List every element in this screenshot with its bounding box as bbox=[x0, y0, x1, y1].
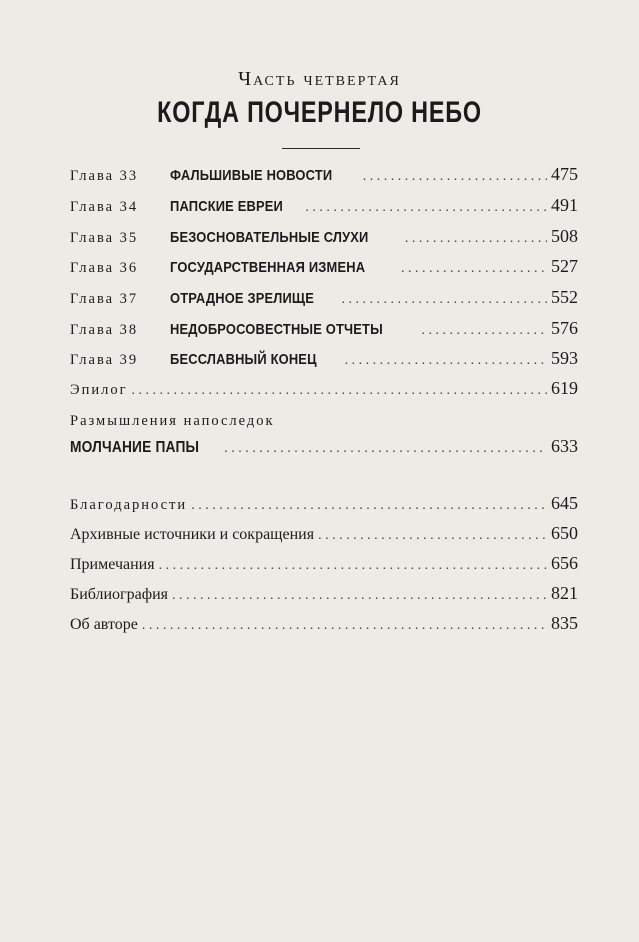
toc-entry-chapter-35[interactable] bbox=[70, 226, 578, 252]
chapter-title: ОТРАДНОЕ ЗРЕЛИЩЕ bbox=[170, 290, 315, 307]
toc-entry-about-author[interactable] bbox=[70, 613, 578, 639]
toc-entry-acknowledgements[interactable] bbox=[70, 493, 578, 519]
chapter-title: ПАПСКИЕ ЕВРЕИ bbox=[170, 198, 283, 215]
chapter-label: Глава 34 bbox=[70, 199, 139, 215]
toc-entry-chapter-36[interactable] bbox=[70, 256, 578, 282]
page-number: 645 bbox=[551, 493, 578, 513]
page-number: 593 bbox=[551, 348, 578, 368]
reflections-heading: Размышления напоследок bbox=[70, 413, 275, 429]
chapter-label: Глава 35 bbox=[70, 230, 139, 246]
back-matter-label: Примечания bbox=[70, 556, 155, 573]
page-number: 650 bbox=[551, 523, 578, 543]
toc-entry-notes[interactable] bbox=[70, 553, 578, 579]
part-title: КОГДА ПОЧЕРНЕЛО НЕБО bbox=[157, 96, 482, 129]
dot-leader bbox=[191, 498, 547, 514]
toc-entry-chapter-39[interactable] bbox=[70, 348, 578, 374]
dot-leader bbox=[159, 558, 547, 574]
dot-leader bbox=[172, 588, 547, 604]
chapter-title: ФАЛЬШИВЫЕ НОВОСТИ bbox=[170, 167, 333, 184]
title-divider bbox=[282, 148, 360, 149]
chapter-title: БЕЗОСНОВАТЕЛЬНЫЕ СЛУХИ bbox=[170, 229, 369, 246]
chapter-title: БЕССЛАВНЫЙ КОНЕЦ bbox=[170, 351, 317, 368]
dot-leader bbox=[422, 323, 547, 339]
toc-entry-chapter-38[interactable] bbox=[70, 318, 578, 344]
page-number: 835 bbox=[551, 613, 578, 633]
toc-entry-chapter-33[interactable] bbox=[70, 164, 578, 190]
back-matter-label: Архивные источники и сокращения bbox=[70, 526, 315, 543]
chapter-title: НЕДОБРОСОВЕСТНЫЕ ОТЧЕТЫ bbox=[170, 321, 383, 338]
back-matter-label: Об авторе bbox=[70, 616, 138, 633]
dot-leader bbox=[318, 528, 547, 544]
toc-entry-chapter-34[interactable] bbox=[70, 195, 578, 221]
chapter-label: Глава 33 bbox=[70, 168, 139, 184]
epilogue-label: Эпилог bbox=[70, 382, 128, 398]
dot-leader bbox=[132, 383, 547, 399]
chapter-title: ГОСУДАРСТВЕННАЯ ИЗМЕНА bbox=[170, 259, 366, 276]
dot-leader bbox=[345, 353, 547, 369]
chapter-label: Глава 39 bbox=[70, 352, 139, 368]
dot-leader bbox=[341, 292, 547, 308]
toc-entry-archives[interactable] bbox=[70, 523, 578, 549]
back-matter-label: Благодарности bbox=[70, 497, 188, 513]
chapter-label: Глава 38 bbox=[70, 322, 139, 338]
page-number: 821 bbox=[551, 583, 578, 603]
dot-leader bbox=[142, 618, 547, 634]
toc-entry-epilogue[interactable] bbox=[70, 378, 578, 404]
page-number: 656 bbox=[551, 553, 578, 573]
page-number: 552 bbox=[551, 287, 578, 307]
dot-leader bbox=[305, 200, 547, 216]
page-number: 491 bbox=[551, 195, 578, 215]
dot-leader bbox=[224, 441, 547, 457]
page-number: 633 bbox=[551, 436, 578, 456]
page-number: 508 bbox=[551, 226, 578, 246]
dot-leader bbox=[363, 169, 547, 185]
part-label: Часть четвертая bbox=[238, 68, 401, 90]
toc-entry-chapter-37[interactable] bbox=[70, 287, 578, 313]
chapter-label: Глава 36 bbox=[70, 260, 139, 276]
toc-entry-bibliography[interactable] bbox=[70, 583, 578, 609]
page-number: 475 bbox=[551, 164, 578, 184]
dot-leader bbox=[401, 261, 547, 277]
toc-entry-reflections[interactable] bbox=[70, 436, 578, 462]
dot-leader bbox=[405, 231, 547, 247]
page-number: 619 bbox=[551, 378, 578, 398]
back-matter-label: Библиография bbox=[70, 586, 168, 603]
reflections-title: МОЛЧАНИЕ ПАПЫ bbox=[70, 439, 200, 456]
page-number: 527 bbox=[551, 256, 578, 276]
page-number: 576 bbox=[551, 318, 578, 338]
chapter-label: Глава 37 bbox=[70, 291, 139, 307]
